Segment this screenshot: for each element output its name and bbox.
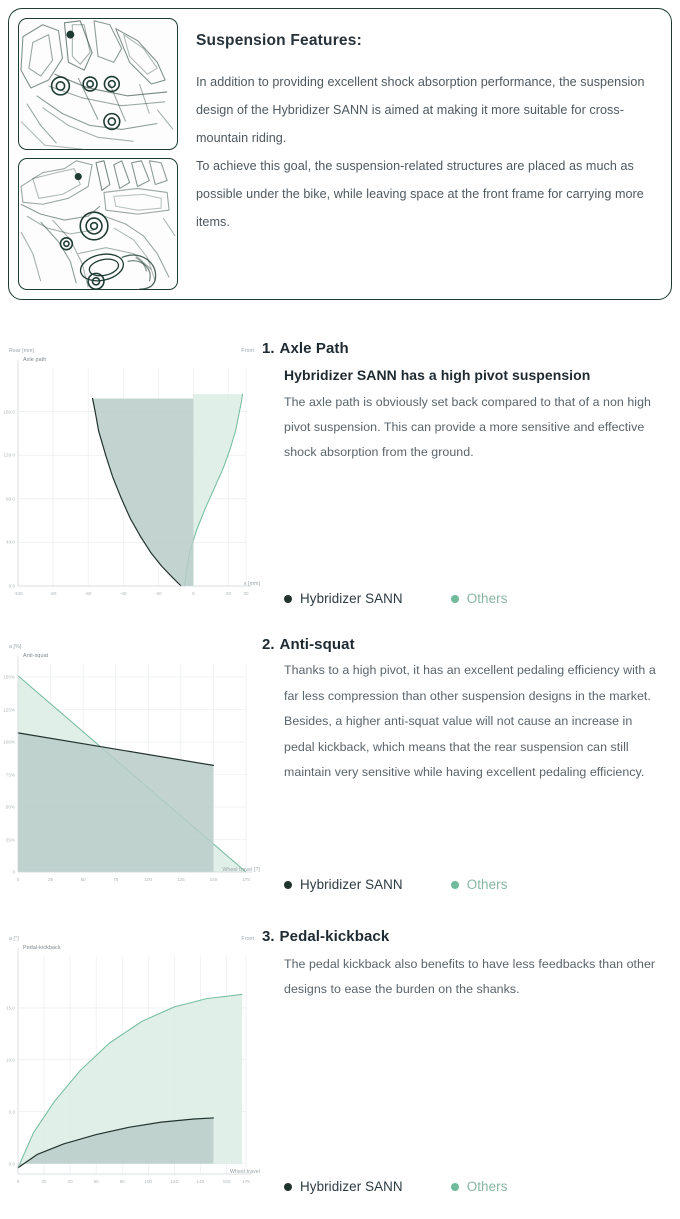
section-body: The axle path is obviously set back compared to that of a non high pivot suspension. This can provide a more sensitive and effective shock absorption from the ground. [284, 395, 651, 459]
axis-unit-bottom-right: Wheel travel [?] [222, 867, 260, 873]
chart-legend [284, 591, 508, 606]
section-anti-squat-text [262, 636, 680, 898]
x-tick-label: 140 [196, 1179, 205, 1184]
legend-item-primary [284, 591, 403, 606]
section-heading [262, 636, 666, 653]
legend-item-primary [284, 877, 403, 892]
y-tick-label: 150% [3, 674, 15, 680]
x-tick-label: 125 [177, 877, 185, 882]
y-tick-label: 10.0 [6, 1057, 15, 1063]
x-tick-label: 80 [119, 1179, 125, 1184]
feature-thumbnail-list [18, 18, 178, 290]
axis-unit-bottom-right: x [mm] [243, 581, 260, 587]
y-tick-label: 120.0 [3, 452, 15, 458]
legend-dot-secondary [451, 595, 459, 603]
chart-legend [284, 877, 508, 892]
chart-legend [284, 1179, 508, 1194]
section-number: 2. [262, 636, 275, 653]
y-tick-label: 160.0 [3, 409, 15, 415]
y-tick-label: 75% [5, 772, 15, 777]
y-tick-label: 5.0 [8, 1109, 15, 1115]
x-tick-label: 0 [16, 877, 20, 882]
legend-label-secondary: Others [466, 877, 508, 892]
feature-text-block [178, 18, 662, 290]
chart-pedal-kickback [0, 928, 262, 1200]
chart-series-tag: Anti-squat [23, 653, 49, 659]
x-tick-label: -60 [84, 591, 92, 596]
feature-paragraph-2: To achieve this goal, the suspension-related structures are placed as much as possible under the bike, while leaving space at the front frame for carrying more items. [196, 159, 644, 229]
section-heading [262, 340, 666, 357]
legend-dot-secondary [451, 881, 459, 889]
x-tick-label: 25 [48, 877, 54, 882]
x-tick-label: -100 [13, 591, 23, 596]
section-heading [262, 928, 666, 945]
legend-dot-primary [284, 1183, 292, 1191]
x-tick-label: 20 [225, 591, 232, 596]
chart-anti-squat [0, 636, 262, 898]
chart-anti-squat-plot [0, 636, 262, 898]
y-tick-label: 80.0 [6, 496, 15, 502]
x-tick-label: 75 [113, 877, 119, 882]
y-tick-label: 100% [3, 739, 15, 745]
legend-item-primary [284, 1179, 403, 1194]
chart-pedal-kickback-plot [0, 928, 262, 1200]
legend-item-secondary [451, 591, 508, 606]
section-subtitle: Hybridizer SANN has a high pivot suspension [284, 367, 591, 383]
section-title: Pedal-kickback [279, 928, 390, 945]
chart-series-tag: Axle path [23, 357, 47, 363]
axis-unit-top-right: Front [241, 348, 254, 354]
axis-unit-top-right: Front [241, 936, 254, 942]
x-tick-label: 175 [242, 1179, 250, 1184]
section-title: Axle Path [279, 340, 349, 357]
x-tick-label: 150 [209, 877, 218, 882]
section-axle-path-text [262, 340, 680, 612]
feature-card-title: Suspension Features: [196, 32, 362, 49]
chart-axle-path [0, 340, 262, 612]
section-title: Anti-squat [279, 636, 355, 653]
y-tick-label: 15.0 [6, 1005, 15, 1011]
legend-label-secondary: Others [466, 1179, 508, 1194]
legend-dot-primary [284, 595, 292, 603]
x-tick-label: -40 [119, 591, 127, 596]
axis-unit-top-left: a [°] [9, 936, 19, 942]
y-tick-label: 0.0 [8, 583, 15, 589]
y-tick-label: 0.0 [8, 1161, 15, 1167]
axis-unit-top-left: a [%] [9, 644, 22, 650]
legend-label-primary: Hybridizer SANN [300, 1179, 403, 1194]
section-anti-squat [0, 636, 680, 898]
section-number: 3. [262, 928, 275, 945]
x-tick-label: 50 [80, 877, 86, 882]
y-tick-label: 40.0 [6, 539, 15, 545]
y-tick-label: 125% [3, 707, 15, 712]
legend-label-primary: Hybridizer SANN [300, 877, 403, 892]
x-tick-label: 20 [41, 1179, 47, 1184]
chart-series-tag: Pedal-kickback [23, 945, 61, 951]
section-body: Thanks to a high pivot, it has an excellent pedaling efficiency with a far less compression than other suspension designs in the market. Besides, a higher anti-squat value will not cause an increase in pedal kickback, which means that the rear suspension can still maintain very sensitive while having excellent pedaling efficiency. [284, 663, 656, 779]
x-tick-label: 0 [16, 1179, 20, 1184]
legend-dot-secondary [451, 1183, 459, 1191]
axis-unit-bottom-right: Wheel travel [229, 1169, 260, 1175]
section-pedal-kickback-text [262, 928, 680, 1200]
suspension-features-card [8, 8, 672, 300]
x-tick-label: 100 [144, 877, 153, 882]
section-axle-path [0, 340, 680, 612]
x-tick-label: -80 [49, 591, 57, 596]
section-number: 1. [262, 340, 275, 357]
y-tick-label: 50% [5, 804, 15, 810]
legend-item-secondary [451, 1179, 508, 1194]
legend-label-secondary: Others [466, 591, 508, 606]
x-tick-label: 100 [144, 1179, 153, 1184]
feature-paragraph-1: In addition to providing excellent shock absorption performance, the suspension design of the Hybridizer SANN is aimed at making it more suitable for cross-mountain riding. [196, 75, 645, 145]
x-tick-label: 0 [192, 591, 195, 596]
x-tick-label: 120 [170, 1179, 179, 1184]
x-tick-label: 40 [67, 1179, 73, 1184]
section-pedal-kickback [0, 928, 680, 1200]
x-tick-label: 60 [93, 1179, 99, 1184]
section-body: The pedal kickback also benefits to have less feedbacks than other designs to ease the burden on the shanks. [284, 957, 656, 996]
x-tick-label: 175 [242, 877, 250, 882]
y-tick-label: 0 [12, 869, 15, 875]
legend-label-primary: Hybridizer SANN [300, 591, 403, 606]
drivetrain-suspension-drawing-bottom [18, 158, 178, 290]
suspension-linkage-drawing-top [18, 18, 178, 150]
y-tick-label: 25% [5, 837, 15, 842]
chart-axle-path-plot [0, 340, 262, 612]
axis-unit-top-left: Rear [mm] [9, 348, 35, 354]
legend-item-secondary [451, 877, 508, 892]
x-tick-label: -20 [154, 591, 162, 596]
x-tick-label: 30 [243, 591, 249, 596]
legend-dot-primary [284, 881, 292, 889]
x-tick-label: 160 [222, 1179, 231, 1184]
